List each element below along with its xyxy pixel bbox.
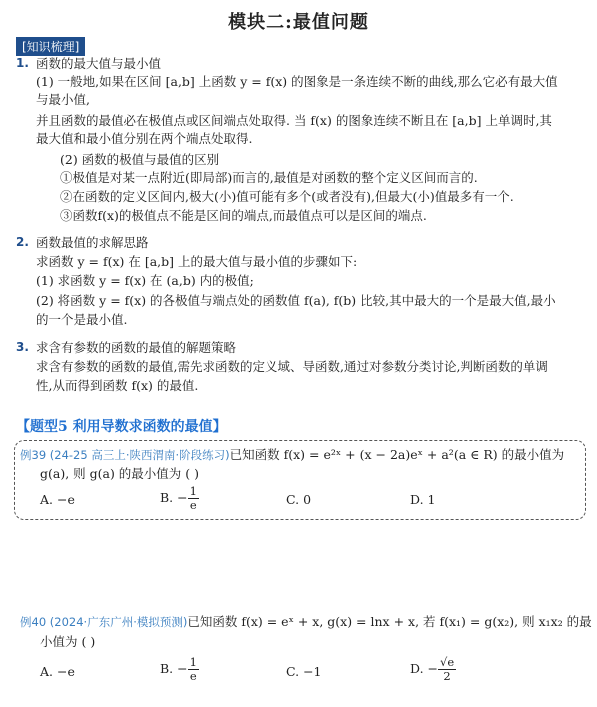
example-40-stem <box>20 614 592 630</box>
section-3-heading: 求含有参数的函数的最值的解题策略 <box>36 340 237 355</box>
page-title: 模块二:最值问题 <box>228 12 369 33</box>
example-40-option-d[interactable]: D. − $\frac{√e}{2}$ <box>410 655 455 683</box>
section-3-line: 性,从而得到函数 f(x) 的最值. <box>36 378 199 393</box>
section-2-number: 2. <box>16 235 29 249</box>
section-2-line: (1) 求函数 y = f(x) 在 (a,b) 内的极值; <box>36 273 254 288</box>
example-39-stem-text: 已知函数 f(x) = e²ˣ + (x − 2a)eˣ + a²(a ∈ R) 的最小值为 <box>229 447 565 462</box>
question-type-header: 【题型5 利用导数求函数的最值】 <box>16 419 227 435</box>
example-39-option-b[interactable]: B. − $\frac{1}{e}$ <box>160 484 197 512</box>
section-3-line: 求含有参数的函数的最值,需先求函数的定义域、导函数,通过对参数分类讨论,判断函数的单调 <box>36 359 548 374</box>
section-1-line: 与最小值, <box>36 92 90 107</box>
section-2-heading: 函数最值的求解思路 <box>36 235 149 250</box>
section-1-heading: 函数的最大值与最小值 <box>36 56 162 71</box>
example-39-option-c[interactable]: C. 0 <box>286 492 312 507</box>
example-40-option-c[interactable]: C. −1 <box>286 664 322 679</box>
example-39-label: 例39 (24-25 高三上·陕西渭南·阶段练习) <box>20 448 230 462</box>
section-1-subheading: (2) 函数的极值与最值的区别 <box>60 152 220 167</box>
section-2-line: (2) 将函数 y = f(x) 的各极值与端点处的函数值 f(a), f(b) 比较,其中最大的一个是最大值,最小 <box>36 293 556 308</box>
example-40-option-a[interactable]: A. −e <box>40 664 75 679</box>
section-1-point: ③函数f(x)的极值点不能是区间的端点,而最值点可以是区间的端点. <box>60 208 427 223</box>
section-2-line: 求函数 y = f(x) 在 [a,b] 上的最大值与最小值的步骤如下: <box>36 254 358 269</box>
example-39-option-a[interactable]: A. −e <box>40 492 75 507</box>
fraction: $\frac{1}{e}$ <box>189 484 197 512</box>
example-40-label: 例40 (2024·广东广州·模拟预测) <box>20 615 188 629</box>
section-2-line: 的一个是最小值. <box>36 312 128 327</box>
example-40-option-b[interactable]: B. − $\frac{1}{e}$ <box>160 655 197 683</box>
example-40-stem-line2: 小值为 ( ) <box>40 634 96 649</box>
fraction: $\frac{√e}{2}$ <box>440 655 455 683</box>
section-1-number: 1. <box>16 56 29 70</box>
section-1-line: (1) 一般地,如果在区间 [a,b] 上函数 y = f(x) 的图象是一条连续不断的曲线,那么它必有最大值 <box>36 74 558 89</box>
example-40-stem-text: 已知函数 f(x) = eˣ + x, g(x) = lnx + x, 若 f(x₁) = g(x₂), 则 x₁x₂ 的最 <box>187 614 592 629</box>
example-39-stem-line2: g(a), 则 g(a) 的最小值为 ( ) <box>40 466 200 481</box>
example-39-stem <box>20 447 564 463</box>
section-1-point: ①极值是对某一点附近(即局部)而言的,最值是对函数的整个定义区间而言的. <box>60 170 478 185</box>
knowledge-tag: [知识梳理] <box>16 37 85 56</box>
fraction: $\frac{1}{e}$ <box>189 655 197 683</box>
section-3-number: 3. <box>16 340 29 354</box>
section-1-line: 并且函数的最值必在极值点或区间端点处取得. 当 f(x) 的图象连续不断且在 [a,b] 上单调时,其 <box>36 113 552 128</box>
section-1-point: ②在函数的定义区间内,极大(小)值可能有多个(或者没有),但最大(小)值最多有一个. <box>60 189 514 204</box>
example-39-option-d[interactable]: D. 1 <box>410 492 436 507</box>
section-1-line: 最大值和最小值分别在两个端点处取得. <box>36 131 253 146</box>
